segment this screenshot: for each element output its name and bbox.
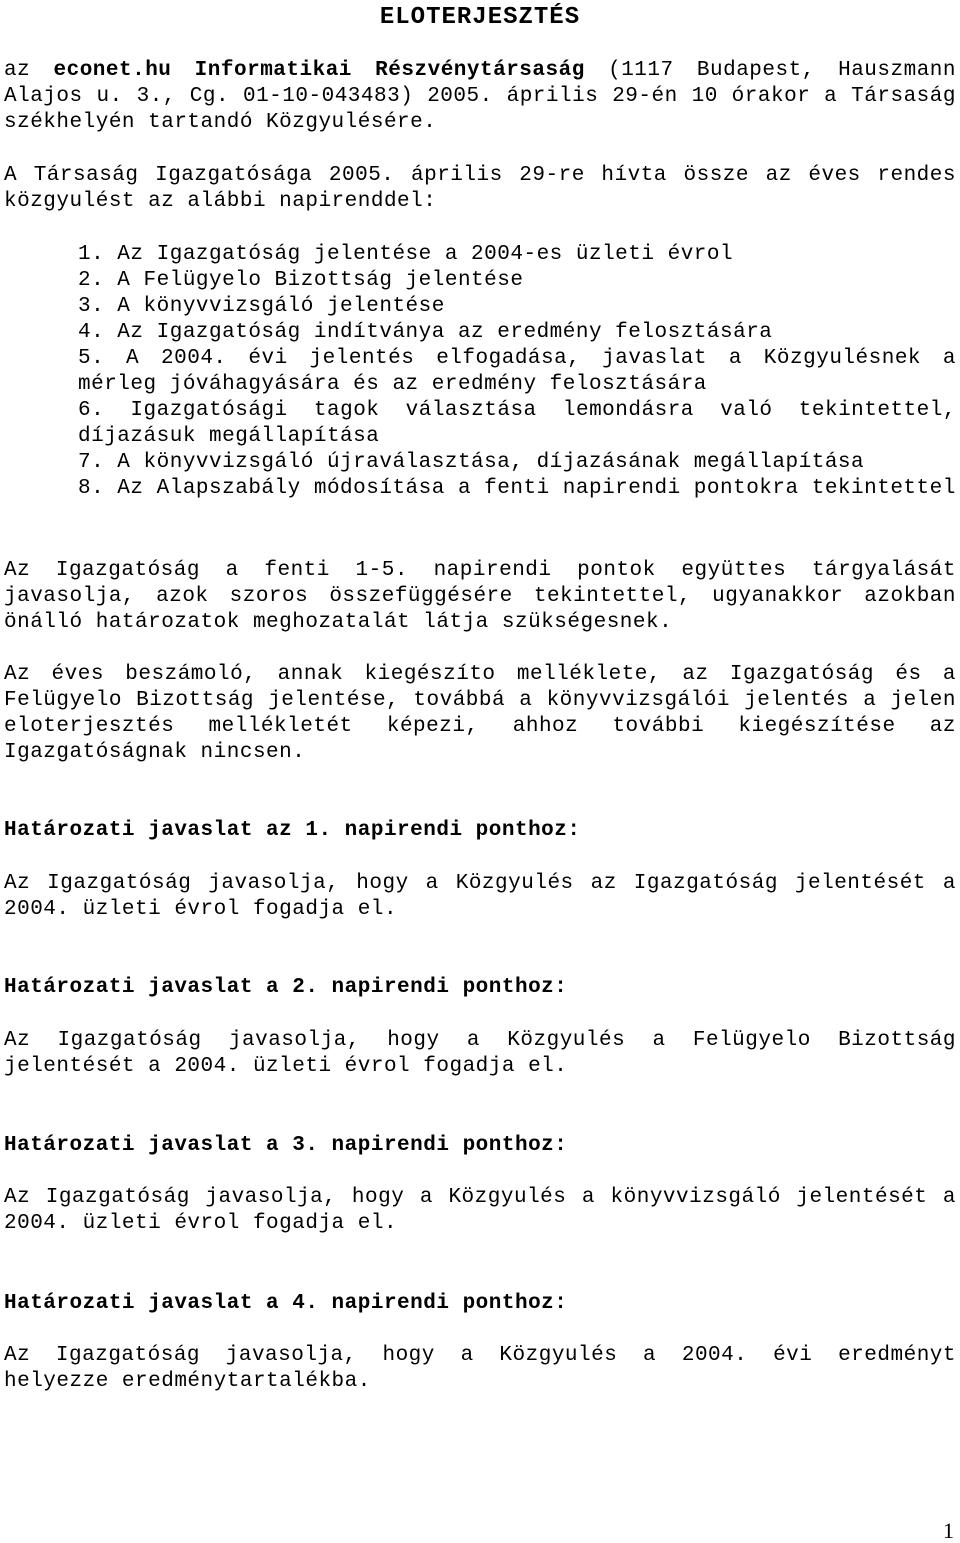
resolution-text-4: Az Igazgatóság javasolja, hogy a Közgyulés a 2004. évi eredményt helyezze eredménytartalékba. [4,1344,956,1393]
company-name: econet.hu Informatikai Részvénytársaság [53,59,585,82]
resolution-text-2: Az Igazgatóság javasolja, hogy a Közgyulés a Felügyelo Bizottság jelentését a 2004. üzleti évrol fogadja el. [4,1029,956,1078]
annex-paragraph: Az éves beszámoló, annak kiegészíto melléklete, az Igazgatóság és a Felügyelo Bizottság jelentése, továbbá a könyvvizsgálói jelentés a jelen eloterjesztés mellékletét képezi, ahhoz további kiegészítése az Igazgatóságnak nincsen. [4,663,956,764]
resolution-text-3: Az Igazgatóság javasolja, hogy a Közgyulés a könyvvizsgáló jelentését a 2004. üzleti évrol fogadja el. [4,1186,956,1235]
joint-discussion-paragraph: Az Igazgatóság a fenti 1-5. napirendi pontok együttes tárgyalását javasolja, azok szoros összefüggésére tekintettel, ugyanakkor azokban önálló határozatok meghozatalát látja szükségesnek. [4,559,956,634]
resolution-heading-2: Határozati javaslat a 2. napirendi ponthoz: [4,976,568,999]
agenda-item: 5. A 2004. évi jelentés elfogadása, javaslat a Közgyulésnek a mérleg jóváhagyására és az eredmény felosztására [78,347,956,396]
document-title: ELOTERJESZTÉS [379,4,581,31]
agenda-item: 7. A könyvvizsgáló újraválasztása, díjazásának megállapítása [78,451,865,474]
resolution-heading-4: Határozati javaslat a 4. napirendi ponthoz: [4,1292,568,1315]
intro-suffix: (1117 Budapest, Hauszmann Alajos u. 3., Cg. 01-10-043483) 2005. április 29-én 10 órakor a Társaság székhelyén tartandó Közgyulésére. [4,59,957,134]
agenda-list [78,242,956,502]
agenda-item: 6. Igazgatósági tagok választása lemondásra való tekintettel, díjazásuk megállapítása [78,399,956,448]
resolution-text-1: Az Igazgatóság javasolja, hogy a Közgyulés az Igazgatóság jelentését a 2004. üzleti évrol fogadja el. [4,872,956,921]
agenda-item: 3. A könyvvizsgáló jelentése [78,295,445,318]
page-number: 1 [943,1518,954,1543]
agenda-item: 8. Az Alapszabály módosítása a fenti napirendi pontokra tekintettel [78,477,956,500]
intro-prefix: az [4,59,54,82]
agenda-item: 1. Az Igazgatóság jelentése a 2004-es üzleti évrol [78,243,734,266]
resolution-heading-3: Határozati javaslat a 3. napirendi ponthoz: [4,1134,568,1157]
agenda-item: 4. Az Igazgatóság indítványa az eredmény felosztására [78,321,773,344]
resolution-heading-1: Határozati javaslat az 1. napirendi ponthoz: [4,819,581,842]
agenda-item: 2. A Felügyelo Bizottság jelentése [78,269,524,292]
convening-paragraph: A Társaság Igazgatósága 2005. április 29-re hívta össze az éves rendes közgyulést az alábbi napirenddel: [4,164,956,213]
intro-paragraph [4,58,956,136]
